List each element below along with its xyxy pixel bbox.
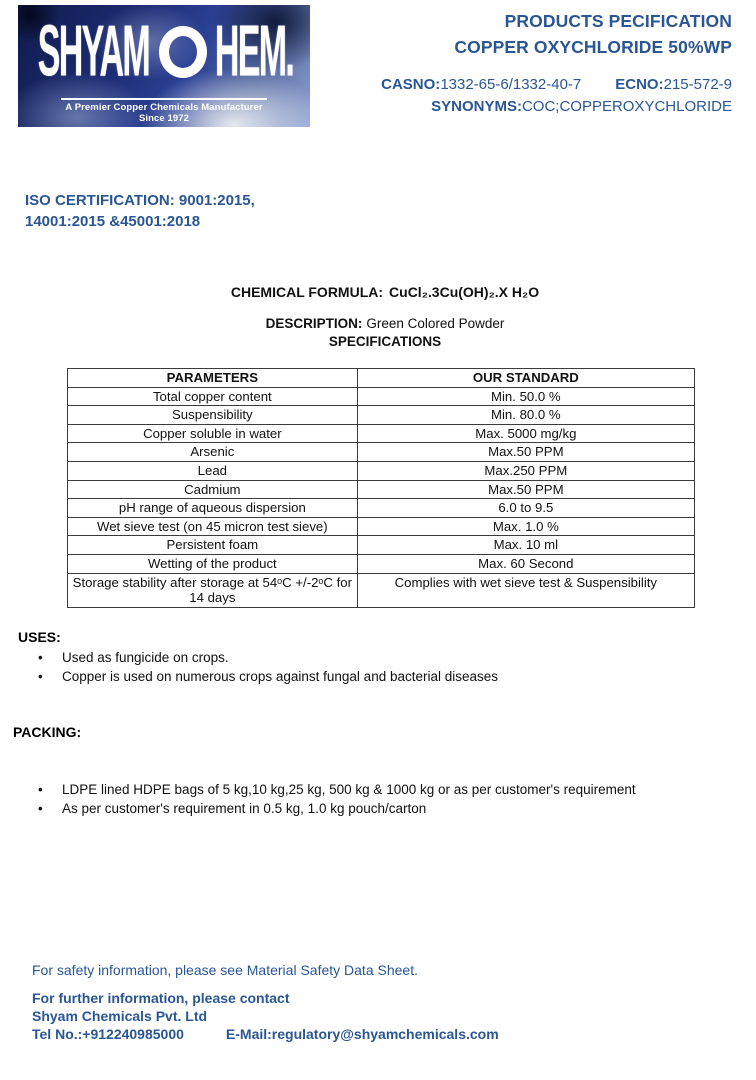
synonyms-line bbox=[381, 96, 732, 118]
table-cell: Max.50 PPM bbox=[357, 480, 694, 499]
casno-label: CASNO: bbox=[381, 76, 441, 93]
list-item: • LDPE lined HDPE bags of 5 kg,10 kg,25 kg, 500 kg & 1000 kg or as per customer's requirement bbox=[14, 781, 744, 800]
contact-heading: For further information, please contact bbox=[32, 990, 290, 1006]
header-block bbox=[381, 8, 732, 118]
spec-table-body bbox=[68, 387, 695, 607]
chemical-formula-value: CuCl₂.3Cu(OH)₂.X H₂O bbox=[389, 284, 540, 300]
table-cell: Max. 60 Second bbox=[357, 554, 694, 573]
table-cell: Max.250 PPM bbox=[357, 461, 694, 480]
packing-heading: PACKING: bbox=[13, 724, 82, 740]
email-address: E-Mail:regulatory@shyamchemicals.com bbox=[225, 1026, 499, 1042]
doc-title-line1: PRODUCTS PECIFICATION bbox=[504, 11, 732, 31]
packing-list bbox=[14, 781, 744, 818]
list-item: • Copper is used on numerous crops against fungal and bacterial diseases bbox=[14, 668, 734, 687]
description-line bbox=[14, 316, 756, 331]
table-cell: Max.50 PPM bbox=[357, 443, 694, 462]
iso-certification bbox=[25, 190, 255, 232]
logo-brand-left: SHYAM bbox=[37, 11, 149, 92]
table-cell: Persistent foam bbox=[68, 536, 358, 555]
uses-list bbox=[14, 649, 734, 686]
logo-since: Since 1972 bbox=[138, 113, 190, 124]
table-cell: Min. 50.0 % bbox=[357, 387, 694, 406]
table-row bbox=[68, 499, 695, 518]
description-value: Green Colored Powder bbox=[366, 316, 505, 331]
table-row bbox=[68, 536, 695, 555]
table-row bbox=[68, 554, 695, 573]
iso-line1: ISO CERTIFICATION: 9001:2015, bbox=[25, 192, 255, 209]
safety-note: For safety information, please see Material Safety Data Sheet. bbox=[32, 962, 418, 978]
table-cell: Max. 10 ml bbox=[357, 536, 694, 555]
table-cell: Cadmium bbox=[68, 480, 358, 499]
table-row bbox=[68, 406, 695, 425]
table-cell: Suspensibility bbox=[68, 406, 358, 425]
logo-tagline: A Premier Copper Chemicals Manufacturer bbox=[65, 102, 263, 113]
synonyms-value: COC;COPPEROXYCHLORIDE bbox=[521, 98, 732, 115]
list-item: • As per customer's requirement in 0.5 kg, 1.0 kg pouch/carton bbox=[14, 800, 744, 819]
table-row bbox=[68, 517, 695, 536]
tel-email-line bbox=[32, 1025, 499, 1043]
logo-c-ring-icon bbox=[159, 26, 207, 78]
table-cell: pH range of aqueous dispersion bbox=[68, 499, 358, 518]
table-row bbox=[68, 424, 695, 443]
table-cell: Arsenic bbox=[68, 443, 358, 462]
table-row bbox=[68, 387, 695, 406]
table-cell: Copper soluble in water bbox=[68, 424, 358, 443]
ecno-value: 215-572-9 bbox=[663, 76, 732, 93]
table-header-our-standard: OUR STANDARD bbox=[357, 369, 694, 388]
chemical-formula-label: CHEMICAL FORMULA: bbox=[230, 284, 384, 300]
casno-value: 1332-65-6/1332-40-7 bbox=[440, 76, 582, 93]
table-cell: Total copper content bbox=[68, 387, 358, 406]
tel-number: Tel No.:+912240985000 bbox=[32, 1026, 184, 1042]
company-logo bbox=[18, 5, 310, 127]
table-header-parameters: PARAMETERS bbox=[68, 369, 358, 388]
description-label: DESCRIPTION: bbox=[265, 316, 363, 331]
table-cell: Max. 1.0 % bbox=[357, 517, 694, 536]
table-cell: Wet sieve test (on 45 micron test sieve) bbox=[68, 517, 358, 536]
table-row bbox=[68, 573, 695, 607]
table-cell: Wetting of the product bbox=[68, 554, 358, 573]
table-cell: Max. 5000 mg/kg bbox=[357, 424, 694, 443]
chemical-formula bbox=[14, 284, 756, 300]
table-row bbox=[68, 443, 695, 462]
uses-heading: USES: bbox=[18, 629, 61, 645]
logo-brand-right: HEM. bbox=[215, 11, 294, 92]
logo-brand bbox=[18, 11, 310, 92]
table-cell: Storage stability after storage at 54ᵒC +/-2ᵒC for 14 days bbox=[68, 573, 358, 607]
iso-line2: 14001:2015 &45001:2018 bbox=[25, 213, 201, 230]
specifications-heading: SPECIFICATIONS bbox=[328, 334, 442, 349]
ecno-label: ECNO: bbox=[615, 76, 664, 93]
company-name: Shyam Chemicals Pvt. Ltd bbox=[32, 1008, 208, 1024]
table-cell: Lead bbox=[68, 461, 358, 480]
table-header-row bbox=[68, 369, 695, 388]
logo-divider bbox=[61, 98, 267, 100]
table-cell: 6.0 to 9.5 bbox=[357, 499, 694, 518]
list-item: • Used as fungicide on crops. bbox=[14, 649, 734, 668]
footer-contact-block bbox=[32, 961, 499, 1043]
table-row bbox=[68, 461, 695, 480]
synonyms-label: SYNONYMS: bbox=[431, 98, 522, 115]
table-cell: Min. 80.0 % bbox=[357, 406, 694, 425]
doc-title-line2: COPPER OXYCHLORIDE 50%WP bbox=[454, 37, 732, 57]
cas-ec-line bbox=[381, 74, 732, 96]
table-row bbox=[68, 480, 695, 499]
specifications-table bbox=[67, 368, 695, 608]
table-cell: Complies with wet sieve test & Suspensibility bbox=[357, 573, 694, 607]
